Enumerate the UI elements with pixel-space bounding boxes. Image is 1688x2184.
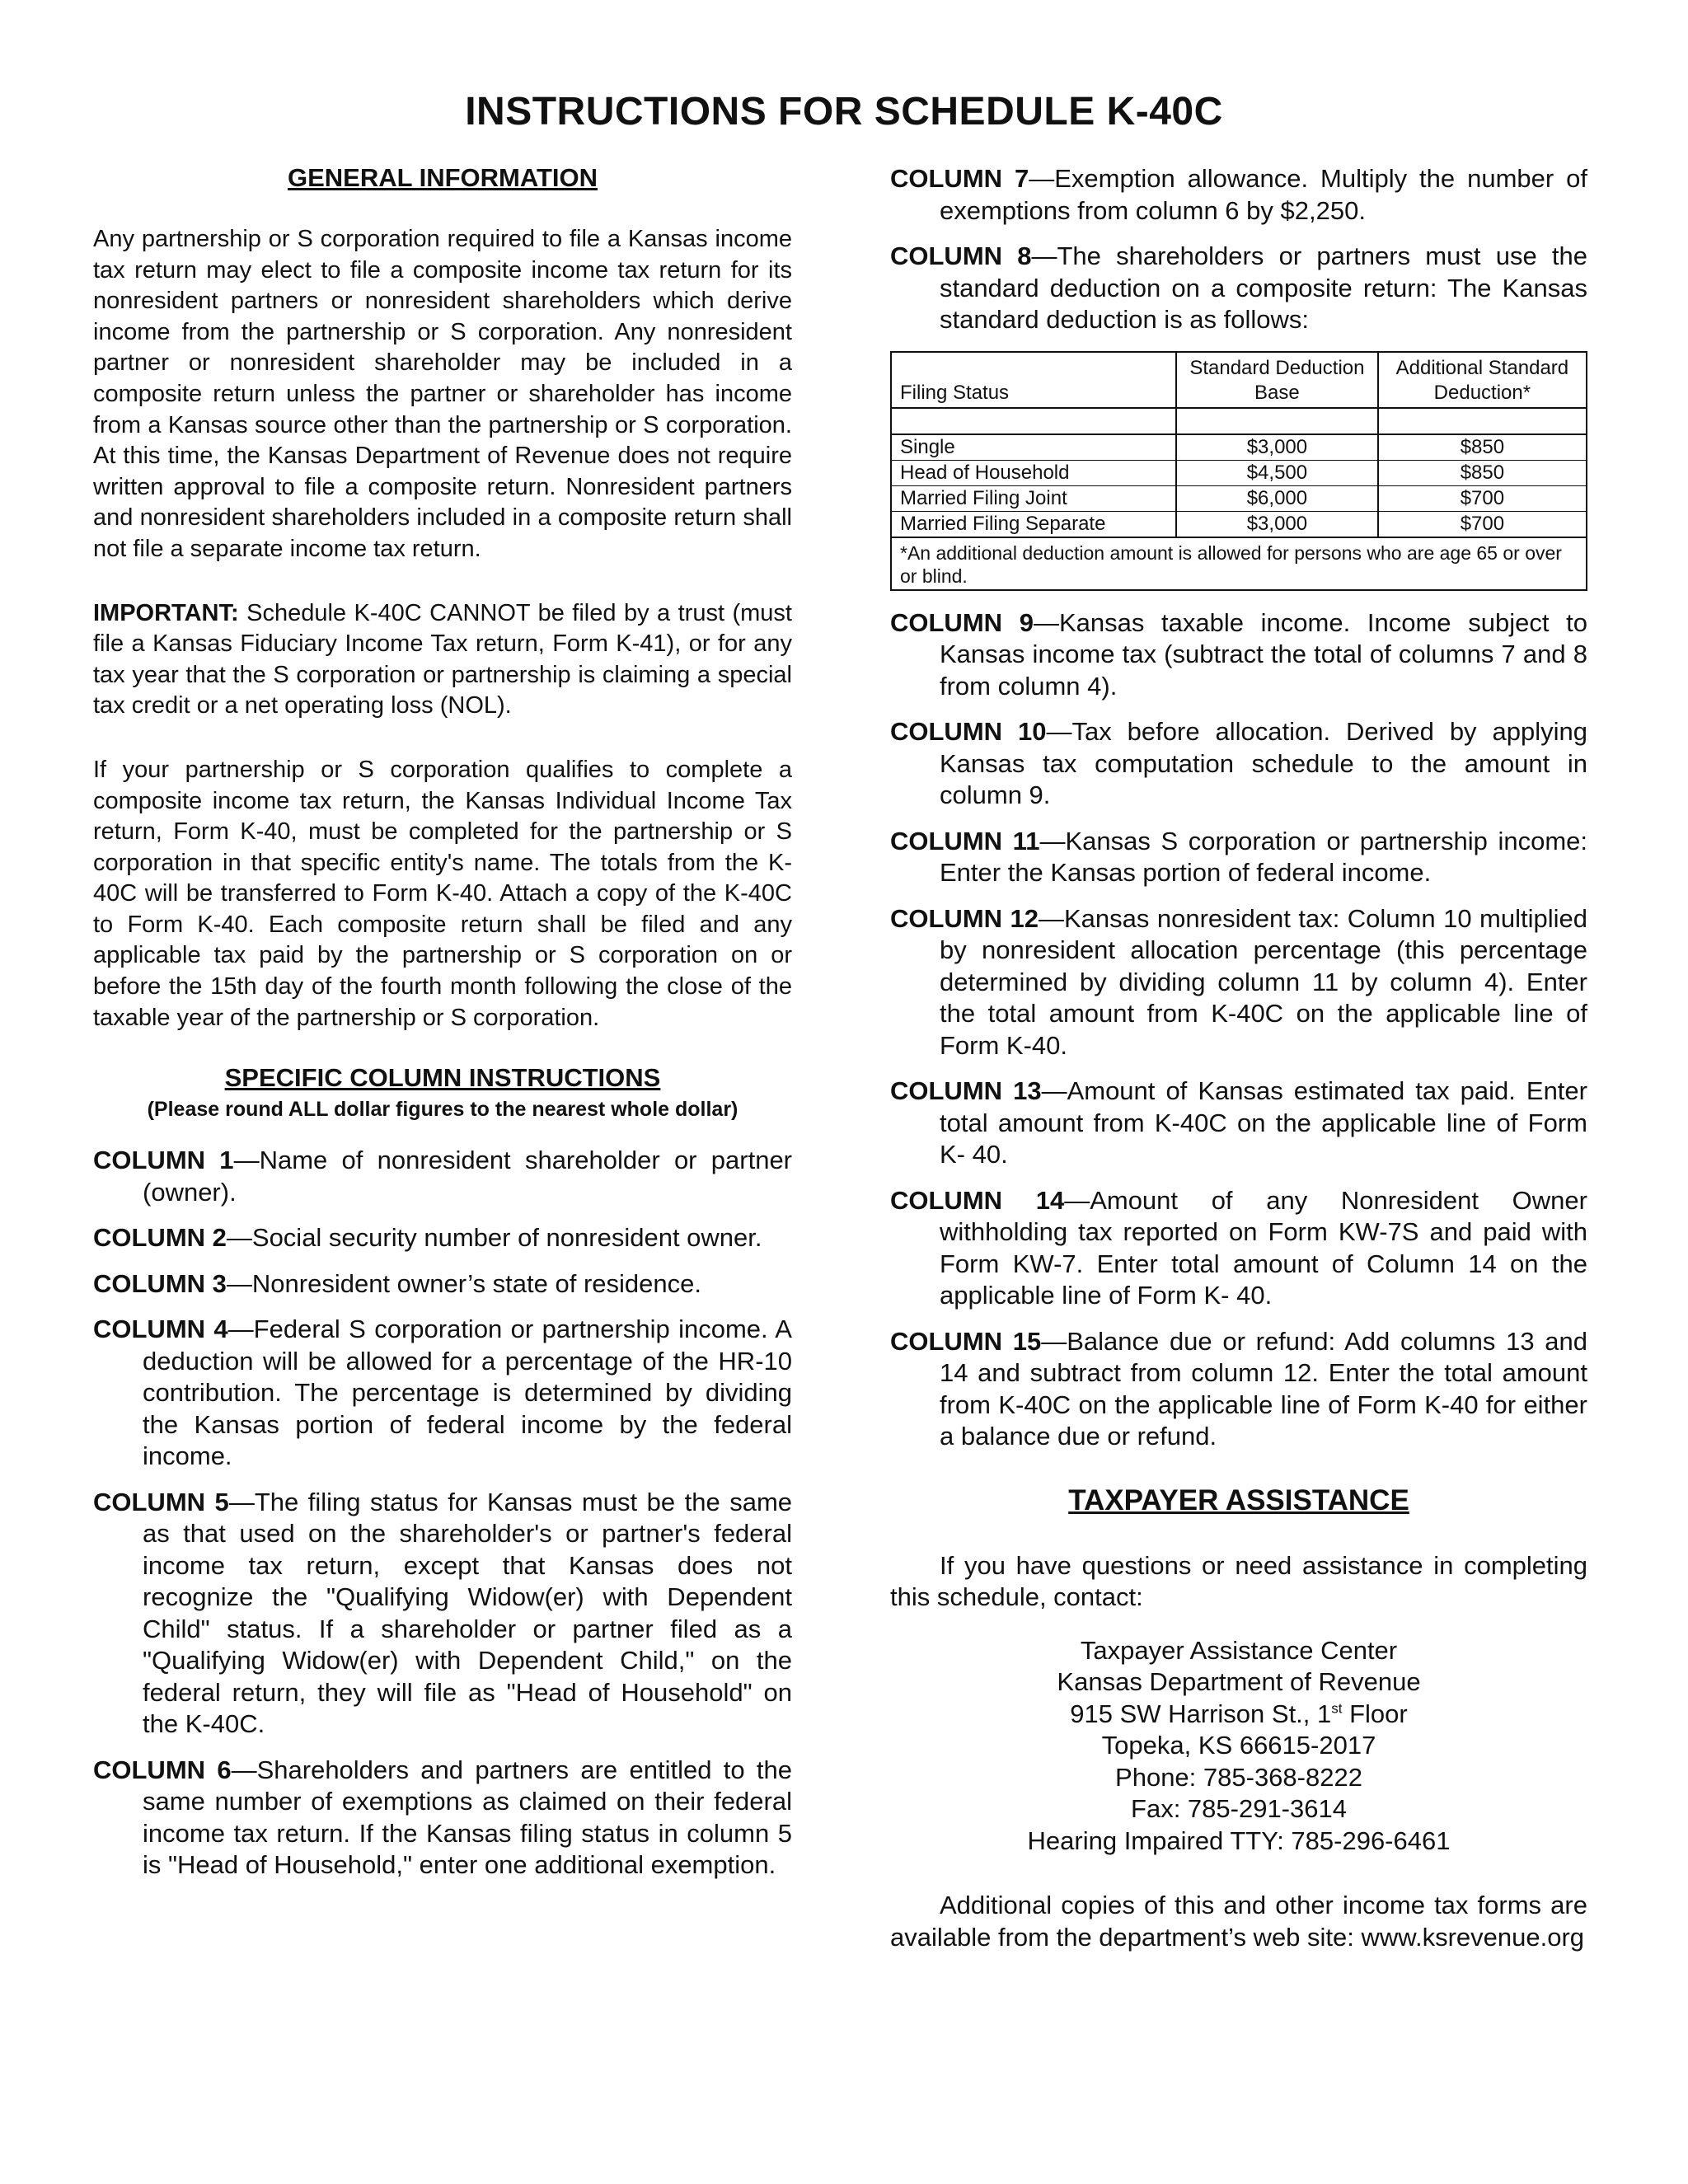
general-paragraph-3: If your partnership or S corporation qualifies to complete a composite income tax return, the Kansas Individual Income Tax return, Form K-40, must be completed for the partnership or S corporation in that specific entity's name. The totals from the K-40C will be transferred to Form K-40. Attach a copy of the K-40C to Form K-40. Each composite return shall be filed and any applicable tax paid by the partnership or S corporation on or before the 15th day of the fourth month following the close of the taxable year of the partnership or S corporation. xyxy=(93,756,792,1031)
column-12-instruction: COLUMN 12—Kansas nonresident tax: Column 10 multiplied by nonresident allocation percentage (this percentage determined by dividing column 11 by column 4). Enter the total amount from K-40C on the applicable line of Form K-40. xyxy=(890,903,1587,1060)
left-column-items xyxy=(93,1145,792,1882)
general-paragraph-1: Any partnership or S corporation required to file a Kansas income tax return may elect to file a composite income tax return for its nonresident partners or nonresident shareholders which derive income from the partnership or S corporation. Any nonresident partner or nonresident shareholder may be included in a composite return unless the partner or shareholder has income from a Kansas source other than the partnership or S corporation. At this time, the Kansas Department of Revenue does not require written approval to file a composite return. Nonresident partners and nonresident shareholders included in a composite return shall not file a separate income tax return. xyxy=(93,226,792,562)
table-row: Married Filing Joint $6,000 $700 xyxy=(891,485,1587,511)
address-line-street: 915 SW Harrison St., 1st Floor xyxy=(1070,1699,1408,1728)
standard-deduction-table xyxy=(890,351,1587,591)
assistance-intro: If you have questions or need assistance in completing this schedule, contact: xyxy=(890,1550,1587,1611)
tty-number: Hearing Impaired TTY: 785-296-6461 xyxy=(1027,1825,1451,1855)
left-column xyxy=(93,163,792,1896)
rounding-note: (Please round ALL dollar figures to the nearest whole dollar) xyxy=(147,1098,738,1122)
general-information-heading: GENERAL INFORMATION xyxy=(287,163,598,192)
address-line-city: Topeka, KS 66615-2017 xyxy=(1101,1731,1376,1760)
column-4-instruction: COLUMN 4—Federal S corporation or partnership income. A deduction will be allowed for a percentage of the HR-10 contribution. The percentage is determined by dividing the Kansas portion of federal income by the federal income. xyxy=(93,1315,792,1471)
column-6-instruction: COLUMN 6—Shareholders and partners are entitled to the same number of exemptions as claimed on their federal income tax return. If the Kansas filing status in column 5 is "Head of Household," enter one additional exemption. xyxy=(93,1755,793,1880)
right-column xyxy=(890,163,1587,1953)
column-1-instruction: COLUMN 1—Name of nonresident shareholder or partner (owner). xyxy=(93,1146,793,1207)
column-9-instruction: COLUMN 9—Kansas taxable income. Income subject to Kansas income tax (subtract the total of columns 7 and 8 from column 4). xyxy=(890,607,1587,701)
important-text: Schedule K-40C CANNOT be filed by a trust (must file a Kansas Fiduciary Income Tax return, Form K-41), or for any tax year that the S corporation or partnership is claiming a special tax credit or a net operating loss (NOL). xyxy=(93,599,792,719)
important-label: IMPORTANT: xyxy=(93,599,239,626)
specific-column-instructions-heading: SPECIFIC COLUMN INSTRUCTIONS xyxy=(224,1063,661,1093)
table-row: Head of Household $4,500 $850 xyxy=(891,460,1587,485)
header-filing-status: Filing Status xyxy=(891,352,1176,408)
table-header-row xyxy=(891,352,1587,408)
column-14-instruction: COLUMN 14—Amount of any Nonresident Owner withholding tax reported on Form KW-7S and paid with Form KW-7. Enter total amount of Column 14 on the applicable line of Form K- 40. xyxy=(890,1185,1587,1310)
phone-number: Phone: 785-368-8222 xyxy=(1115,1762,1362,1792)
header-additional-standard-deduction: Additional Standard Deduction* xyxy=(1378,352,1587,408)
contact-address-block xyxy=(890,1635,1587,1858)
table-blank-row xyxy=(891,408,1587,434)
column-13-instruction: COLUMN 13—Amount of Kansas estimated tax paid. Enter total amount from K-40C on the applicable line of Form K- 40. xyxy=(890,1076,1587,1169)
additional-copies-note: Additional copies of this and other income tax forms are available from the department’s web site: www.ksrevenue.org xyxy=(890,1891,1587,1952)
table-footnote-row xyxy=(891,537,1587,590)
fax-number: Fax: 785-291-3614 xyxy=(1131,1794,1347,1823)
address-line-department: Kansas Department of Revenue xyxy=(1057,1667,1421,1696)
column-15-instruction: COLUMN 15—Balance due or refund: Add columns 13 and 14 and subtract from column 12. Enter the total amount from K-40C on the applicable line of Form K-40 for either a balance due or refund. xyxy=(890,1326,1587,1451)
address-line-center: Taxpayer Assistance Center xyxy=(1080,1635,1398,1665)
header-standard-deduction-base: Standard Deduction Base xyxy=(1176,352,1378,408)
table-footnote: *An additional deduction amount is allowed for persons who are age 65 or over or blind. xyxy=(891,537,1587,590)
page-title: INSTRUCTIONS FOR SCHEDULE K-40C xyxy=(465,90,1223,134)
column-3-instruction: COLUMN 3—Nonresident owner’s state of residence. xyxy=(93,1268,701,1298)
column-7-instruction: COLUMN 7—Exemption allowance. Multiply the number of exemptions from column 6 by $2,250. xyxy=(890,164,1587,225)
table-row: Single $3,000 $850 xyxy=(891,434,1587,461)
taxpayer-assistance-heading: TAXPAYER ASSISTANCE xyxy=(1068,1483,1409,1516)
column-5-instruction: COLUMN 5—The filing status for Kansas must be the same as that used on the shareholder's or partner's federal income tax return, except that Kansas does not recognize the "Qualifying Widow(er) with Dependent Child" status. If a shareholder or partner filed as a "Qualifying Widow(er) with Dependent Child," on the federal return, they will file as "Head of Household" on the K-40C. xyxy=(93,1487,793,1739)
table-row: Married Filing Separate $3,000 $700 xyxy=(891,511,1587,537)
important-paragraph xyxy=(93,598,792,722)
column-10-instruction: COLUMN 10—Tax before allocation. Derived by applying Kansas tax computation schedule to the amount in column 9. xyxy=(890,717,1587,809)
column-2-instruction: COLUMN 2—Social security number of nonresident owner. xyxy=(93,1223,762,1253)
column-8-instruction: COLUMN 8—The shareholders or partners must use the standard deduction on a composite return: The Kansas standard deduction is as follows: xyxy=(890,241,1587,334)
column-11-instruction: COLUMN 11—Kansas S corporation or partnership income: Enter the Kansas portion of federal income. xyxy=(890,826,1588,887)
